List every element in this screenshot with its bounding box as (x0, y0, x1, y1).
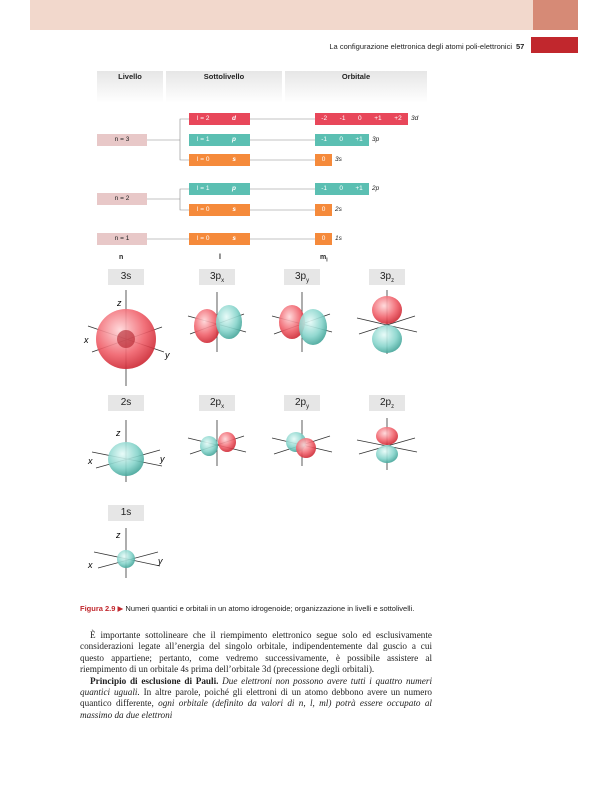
paragraph: È importante sottolineare che il riempimento elettronico segue solo ed esclusivamente considerazioni legate all’energia del singolo orbitale, indipendentemente dal guscio a cui questo appartiene; pertanto, come vedremo successivamente, è possibile assistere al riempimento di un orbitale 4s prima dell’orbitale 3d (precessione degli orbitali). (80, 630, 432, 675)
orbital-3px-lobe (194, 309, 220, 343)
ml-value: 0 (339, 136, 343, 143)
label-sub: x (221, 278, 225, 284)
ml-values-3d (315, 113, 408, 125)
l-value: l = 1 (197, 185, 210, 192)
figure-number: Figura 2.9 (80, 604, 116, 613)
axis-x-label: x (84, 335, 89, 345)
sublevel-3p (189, 134, 250, 146)
ml-values-2p (315, 183, 369, 195)
header-orbitale: Orbitale (285, 71, 427, 103)
ml-value: +1 (355, 185, 363, 192)
level-n3: n = 3 (97, 134, 147, 146)
axis-label-n: n (119, 254, 124, 261)
label-sub: z (391, 404, 395, 410)
l-type: d (232, 115, 236, 122)
ml-values-3p (315, 134, 369, 146)
orbital-3px-lobe (216, 305, 242, 339)
sublevel-3d (189, 113, 250, 125)
level-n1: n = 1 (97, 233, 147, 245)
level-n2: n = 2 (97, 193, 147, 205)
pauli-statement: Due elettroni non possono avere tutti i quattro numeri quantici uguali. (80, 675, 432, 698)
label-main: 3p (294, 271, 307, 282)
ml-value: -1 (339, 115, 346, 122)
orbital-3py-lobe (299, 309, 327, 345)
label-main: 3p (379, 271, 392, 282)
header-livello: Livello (97, 71, 163, 103)
axis-label-ml (320, 254, 328, 263)
label-2s: 2s (108, 395, 144, 411)
caption-arrow-icon: ▶ (117, 604, 124, 613)
orbital-2px-lobe (218, 432, 236, 452)
l-type: s (232, 235, 236, 242)
l-value: l = 0 (197, 156, 210, 163)
orbital-tag-1s: 1s (335, 235, 342, 242)
axis-z-label: z (117, 298, 122, 308)
pauli-consequence: ogni orbitale (definito da valori di n, l, ml) potrà essere occupato al massimo da due elettroni (80, 698, 432, 720)
l-value: l = 2 (197, 115, 210, 122)
label-main: 3p (209, 271, 222, 282)
ml-value: -2 (321, 115, 328, 122)
orbital-1s-shape (117, 550, 135, 568)
pauli-heading: Principio di esclusione di Pauli. (90, 675, 219, 686)
l-value: l = 1 (197, 136, 210, 143)
ml-value: 0 (321, 206, 326, 213)
sublevel-1s (189, 233, 250, 245)
ml-value: -1 (321, 185, 327, 192)
label-main: 2p (209, 397, 222, 408)
axis-y-label: y (160, 454, 165, 464)
label-sub: x (221, 404, 225, 410)
orbital-tag-3d: 3d (411, 115, 419, 122)
label-3s: 3s (108, 269, 144, 285)
ml-value: 0 (339, 185, 343, 192)
orbital-3pz-lobe (372, 296, 402, 324)
orbital-2s-shape (108, 442, 144, 476)
axis-z-label: z (116, 530, 121, 540)
ml-value: 0 (321, 156, 326, 163)
ml-values-1s (315, 233, 332, 245)
axis-y-label: y (158, 556, 163, 566)
ml-value: +1 (374, 115, 382, 122)
label-1s: 1s (108, 505, 144, 521)
label-main: 2p (379, 397, 392, 408)
label-main: 2p (294, 397, 307, 408)
label-sub: y (306, 404, 310, 410)
sublevel-2p (189, 183, 250, 195)
body-text (80, 630, 432, 721)
orbital-2pz-lobe (376, 427, 398, 445)
orbital-tag-3s: 3s (335, 156, 342, 163)
caption-text: Numeri quantici e orbitali in un atomo idrogenoide; organizzazione in livelli e sottolivelli. (125, 604, 415, 613)
sublevel-3s (189, 154, 250, 166)
ml-value: +1 (355, 136, 363, 143)
axis-x-label: x (88, 456, 93, 466)
running-title: La configurazione elettronica degli atomi poli-elettronici (329, 42, 512, 51)
header-sottolivello: Sottolivello (166, 71, 282, 103)
orbital-tag-3p: 3p (372, 136, 380, 143)
label-sub: z (391, 278, 395, 284)
paragraph (80, 676, 432, 722)
orbital-tag-2s: 2s (335, 206, 342, 213)
axis-x-label: x (88, 560, 93, 570)
sublevel-2s (189, 204, 250, 216)
figure-caption (80, 604, 430, 614)
orbital-drawings (0, 270, 605, 590)
ml-value: 0 (358, 115, 362, 122)
l-type: s (232, 156, 236, 163)
ml-value: -1 (321, 136, 327, 143)
ml-values-2s (315, 204, 332, 216)
orbital-2py-lobe (296, 438, 316, 458)
axis-y-label: y (165, 350, 170, 360)
l-value: l = 0 (197, 206, 210, 213)
axis-z-label: z (116, 428, 121, 438)
orbital-2pz-lobe (376, 445, 398, 463)
l-type: p (232, 185, 236, 192)
l-value: l = 0 (197, 235, 210, 242)
l-type: p (232, 136, 236, 143)
axis-label-ml-main: m (320, 254, 327, 261)
page-number: 57 (516, 42, 525, 51)
ml-value: +2 (394, 115, 402, 122)
orbital-2px-lobe (200, 436, 218, 456)
ml-value: 0 (321, 235, 326, 242)
axis-label-l: l (219, 254, 221, 261)
orbital-tag-2p: 2p (372, 185, 380, 192)
orbital-3pz-lobe (372, 325, 402, 353)
tree-connectors (0, 0, 605, 260)
l-type: s (232, 206, 236, 213)
label-sub: y (306, 278, 310, 284)
paragraph-text: In altre parole, poiché gli elettroni di un atomo debbono avere un numero quantico differente, (80, 687, 432, 709)
axis-label-ml-sub: l (326, 257, 328, 264)
ml-values-3s (315, 154, 332, 166)
